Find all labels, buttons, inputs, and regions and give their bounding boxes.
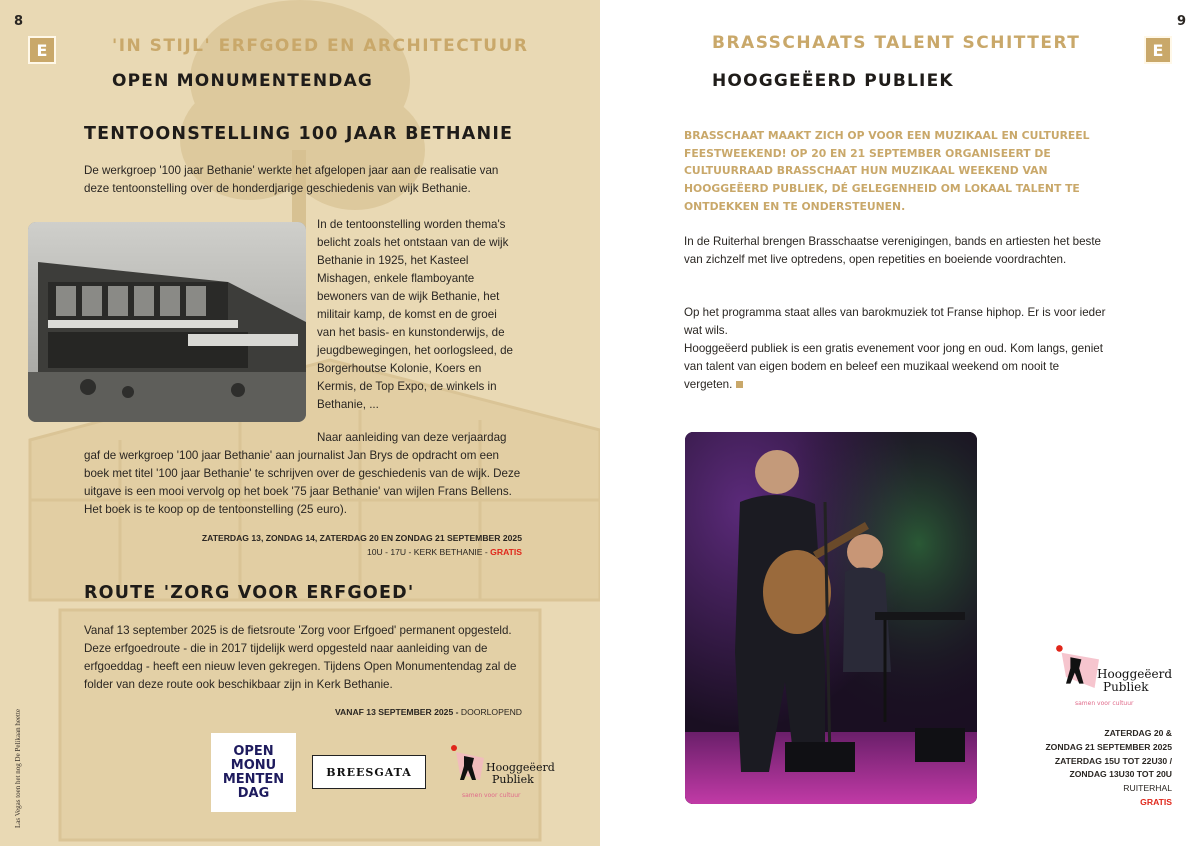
schedule-line-3: ZATERDAG 15U TOT 22U30 /	[1054, 755, 1172, 766]
exhibition-dates	[202, 531, 522, 545]
bethanie-historic-photo	[28, 222, 306, 422]
open-monumentendag-logo	[211, 733, 296, 812]
event-intro: BRASSCHAAT MAAKT ZICH OP VOOR EEN MUZIKAAL EN CULTUREEL FEESTWEEKEND! OP 20 EN 21 SEPTEMBER ORGANISEERT DE CULTUURRAAD BRASSCHAAT HUN MUZIKAAL WEEKEND VAN HOOGGEËERD PUBLIEK, DÉ GELEGENHEID OM LOKAAL TALENT TE ONTDEKKEN EN TE ONDERSTEUNEN.	[684, 129, 1090, 213]
exhibition-intro: De werkgroep '100 jaar Bethanie' werkte het afgelopen jaar aan de realisatie van deze tentoonstelling over de honderdjarige geschiedenis van wijk Bethanie.	[84, 164, 499, 195]
page-title: HOOGGEËERD PUBLIEK	[712, 71, 954, 91]
logo-word-1: Hooggeëerd	[486, 761, 555, 774]
end-mark-icon	[736, 381, 743, 388]
event-paragraph-3-text: Hooggeëerd publiek is een gratis evenement voor jong en oud. Kom langs, geniet van talent van eigen bodem en beleef een muzikaal weekend om nooit te vergeten.	[684, 342, 1103, 391]
section-badge: E	[28, 36, 56, 64]
page-number: 8	[14, 14, 24, 29]
schedule-line-1: ZATERDAG 20 &	[1104, 728, 1172, 738]
schedule-venue: RUITERHAL	[1123, 783, 1172, 794]
section-kicker: 'IN STIJL' ERFGOED EN ARCHITECTUUR	[112, 36, 529, 56]
logo-word-1: Hooggeëerd	[1097, 667, 1172, 681]
section-kicker: BRASSCHAATS TALENT SCHITTERT	[712, 33, 1081, 53]
price-badge: GRATIS	[1140, 796, 1172, 807]
breesgata-logo	[312, 755, 426, 789]
logo-tagline: samen voor cultuur	[1075, 700, 1134, 707]
logo-line-4: DAG	[237, 785, 270, 801]
book-paragraph-line1: Naar aanleiding van deze verjaardag	[317, 431, 507, 444]
hooggeeerd-logo-small	[446, 740, 561, 806]
event-paragraph-1: In de Ruiterhal brengen Brasschaatse verenigingen, bands en artiesten het beste van zichzelf met live optredens, open repetities en boeiende voordrachten.	[684, 235, 1102, 266]
event-schedule	[1045, 727, 1172, 810]
breesgata-logo-text: BREESGATA	[326, 765, 412, 779]
logo-line-3: MENTEN	[222, 771, 285, 787]
exhibition-time-place	[367, 545, 522, 559]
page-right	[600, 0, 1200, 846]
heading-route: ROUTE 'ZORG VOOR ERFGOED'	[84, 583, 415, 603]
hooggeeerd-logo	[1055, 642, 1173, 712]
page-number: 9	[1176, 14, 1186, 29]
section-badge: E	[1144, 36, 1172, 64]
event-paragraph-2: Op het programma staat alles van barokmuziek tot Franse hiphop. Er is voor ieder wat wils.	[684, 306, 1106, 337]
schedule-line-2: ZONDAG 21 SEPTEMBER 2025	[1045, 741, 1172, 752]
route-date-bold: VANAF 13 SEPTEMBER 2025 -	[334, 707, 461, 717]
vertical-photo-caption: Las Vegas toen het nog De Pelikaan heette	[14, 708, 22, 828]
route-text: Vanaf 13 september 2025 is de fietsroute 'Zorg voor Erfgoed' permanent opgesteld. Deze erfgoedroute - die in 2017 tijdelijk werd opgesteld naar aanleiding van de erfgoeddag - heeft een nieuw leven gekregen. Tijdens Open Monumentendag zal de folder van deze route ook beschikbaar zijn in Kerk Bethanie.	[84, 624, 517, 691]
logo-line-1: OPEN	[233, 743, 274, 759]
logo-line-2: MONU	[230, 757, 277, 773]
page-title: OPEN MONUMENTENDAG	[112, 71, 374, 91]
heading-exhibition: TENTOONSTELLING 100 JAAR BETHANIE	[84, 124, 514, 144]
book-paragraph: gaf de werkgroep '100 jaar Bethanie' aan journalist Jan Brys de opdracht om een boek met titel '100 jaar Bethanie' te schrijven over de geschiedenis van de wijk. Deze uitgave is een mooi vervolg op het boek '75 jaar Bethanie' van wijlen Frans Bellens. Het boek is te koop op de tentoonstelling (25 euro).	[84, 449, 521, 516]
event-paragraph-3	[684, 340, 1109, 394]
route-date	[335, 705, 522, 719]
price-badge: GRATIS	[490, 547, 522, 557]
performer-silhouette-icon	[450, 744, 490, 784]
exhibition-time-place-text: 10U - 17U - KERK BETHANIE -	[366, 547, 491, 557]
exhibition-themes-text: In de tentoonstelling worden thema's belicht zoals het ontstaan van de wijk Bethanie in 1925, het Kasteel Mishagen, enkele flamboyante bewoners van de wijk Bethanie, het militair kamp, de komst en de groei van het basis- en kunstonderwijs, de jeugdbewegingen, het oorlogsleed, de Borgerhoutse Kolonie, Koers en Kermis, de Top Expo, de winkels in Bethanie, ...	[317, 218, 513, 411]
logo-word-2: Publiek	[1103, 680, 1149, 694]
logo-word-2: Publiek	[492, 773, 534, 786]
schedule-line-4: ZONDAG 13U30 TOT 20U	[1069, 769, 1172, 780]
logo-tagline: samen voor cultuur	[462, 792, 521, 799]
route-date-rest: DOORLOPEND	[460, 707, 522, 717]
exhibition-dates-text: ZATERDAG 13, ZONDAG 14, ZATERDAG 20 EN ZONDAG 21 SEPTEMBER 2025	[201, 533, 522, 543]
concert-photo	[685, 432, 977, 804]
performer-silhouette-icon	[1055, 644, 1099, 688]
